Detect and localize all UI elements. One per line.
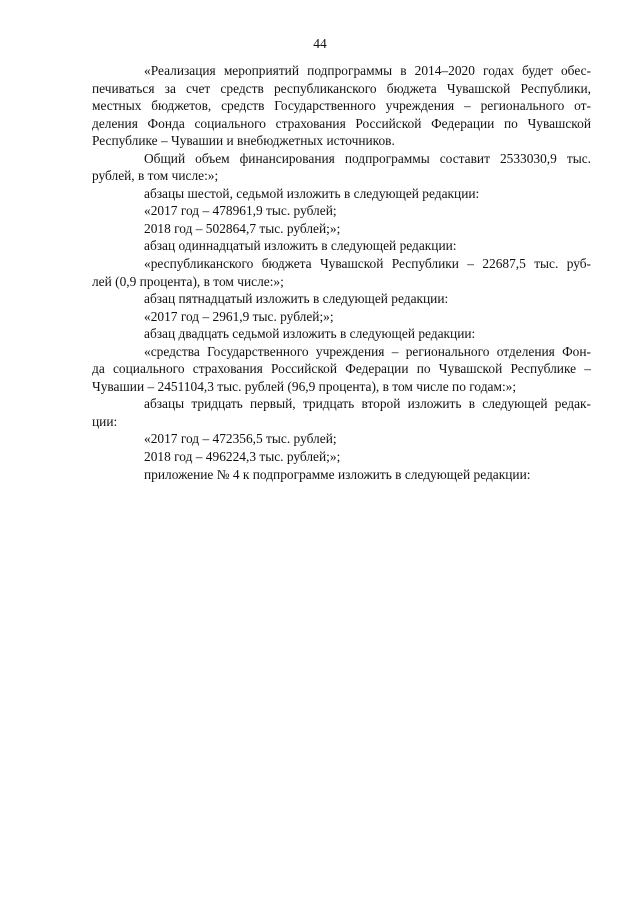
paragraph-total-funding (92, 150, 591, 185)
text-line: «Реализация мероприятий подпрограммы в 2014–2020 годах будет обес- (144, 63, 591, 78)
text-line: «2017 год – 478961,9 тыс. рублей; (144, 203, 337, 219)
text-line: абзац одиннадцатый изложить в следующей редакции: (144, 238, 457, 254)
document-body (92, 62, 591, 483)
paragraph-instruction (92, 466, 591, 484)
text-line: «республиканского бюджета Чувашской Республики – 22687,5 тыс. руб- (144, 256, 591, 272)
page-number: 44 (313, 36, 327, 51)
text-line: абзацы тридцать первый, тридцать второй изложить в следующей редак- (144, 396, 591, 412)
text-line: ции: (92, 413, 118, 429)
text-line: лей (0,9 процента), в том числе:»; (92, 273, 284, 289)
text-line: «средства Государственного учреждения – регионального отделения Фон- (144, 343, 591, 359)
paragraph-amount (92, 448, 591, 466)
text-line: «2017 год – 2961,9 тыс. рублей;»; (144, 308, 334, 324)
paragraph-social-insurance-fund (92, 343, 591, 396)
text-line: абзац двадцать седьмой изложить в следующей редакции: (144, 326, 476, 342)
paragraph-republican-budget (92, 255, 591, 290)
text-line: абзац пятнадцатый изложить в следующей редакции: (144, 291, 449, 307)
paragraph-amount (92, 202, 591, 220)
text-line: рублей, в том числе:»; (92, 168, 219, 184)
text-line: местных бюджетов, средств Государственного учреждения – регионального от- (92, 98, 591, 114)
text-line: Общий объем финансирования подпрограммы составит 2533030,9 тыс. (144, 150, 591, 166)
text-line: 2018 год – 496224,3 тыс. рублей;»; (144, 449, 341, 465)
paragraph-amount (92, 220, 591, 238)
text-line: «2017 год – 472356,5 тыс. рублей; (144, 431, 337, 447)
text-line: печиваться за счет средств республиканского бюджета Чувашской Республики, (92, 80, 591, 96)
text-line: деления Фонда социального страхования Российской Федерации по Чувашской (92, 115, 591, 131)
text-line: Чувашии – 2451104,3 тыс. рублей (96,9 процента), в том числе по годам:»; (92, 378, 517, 394)
text-line: абзацы шестой, седьмой изложить в следующей редакции: (144, 185, 480, 201)
text-line: да социального страхования Российской Федерации по Чувашской Республике – (92, 361, 591, 377)
text-line: приложение № 4 к подпрограмме изложить в следующей редакции: (144, 466, 531, 482)
paragraph-amount (92, 430, 591, 448)
paragraph-instruction (92, 237, 591, 255)
paragraph-instruction (92, 185, 591, 203)
paragraph-amount (92, 308, 591, 326)
paragraph-instruction (92, 290, 591, 308)
text-line: 2018 год – 502864,7 тыс. рублей;»; (144, 220, 341, 236)
paragraph-instruction (92, 325, 591, 343)
paragraph-funding-sources (92, 62, 591, 150)
text-line: Республике – Чувашии и внебюджетных источников. (92, 133, 395, 149)
paragraph-instruction (92, 395, 591, 430)
